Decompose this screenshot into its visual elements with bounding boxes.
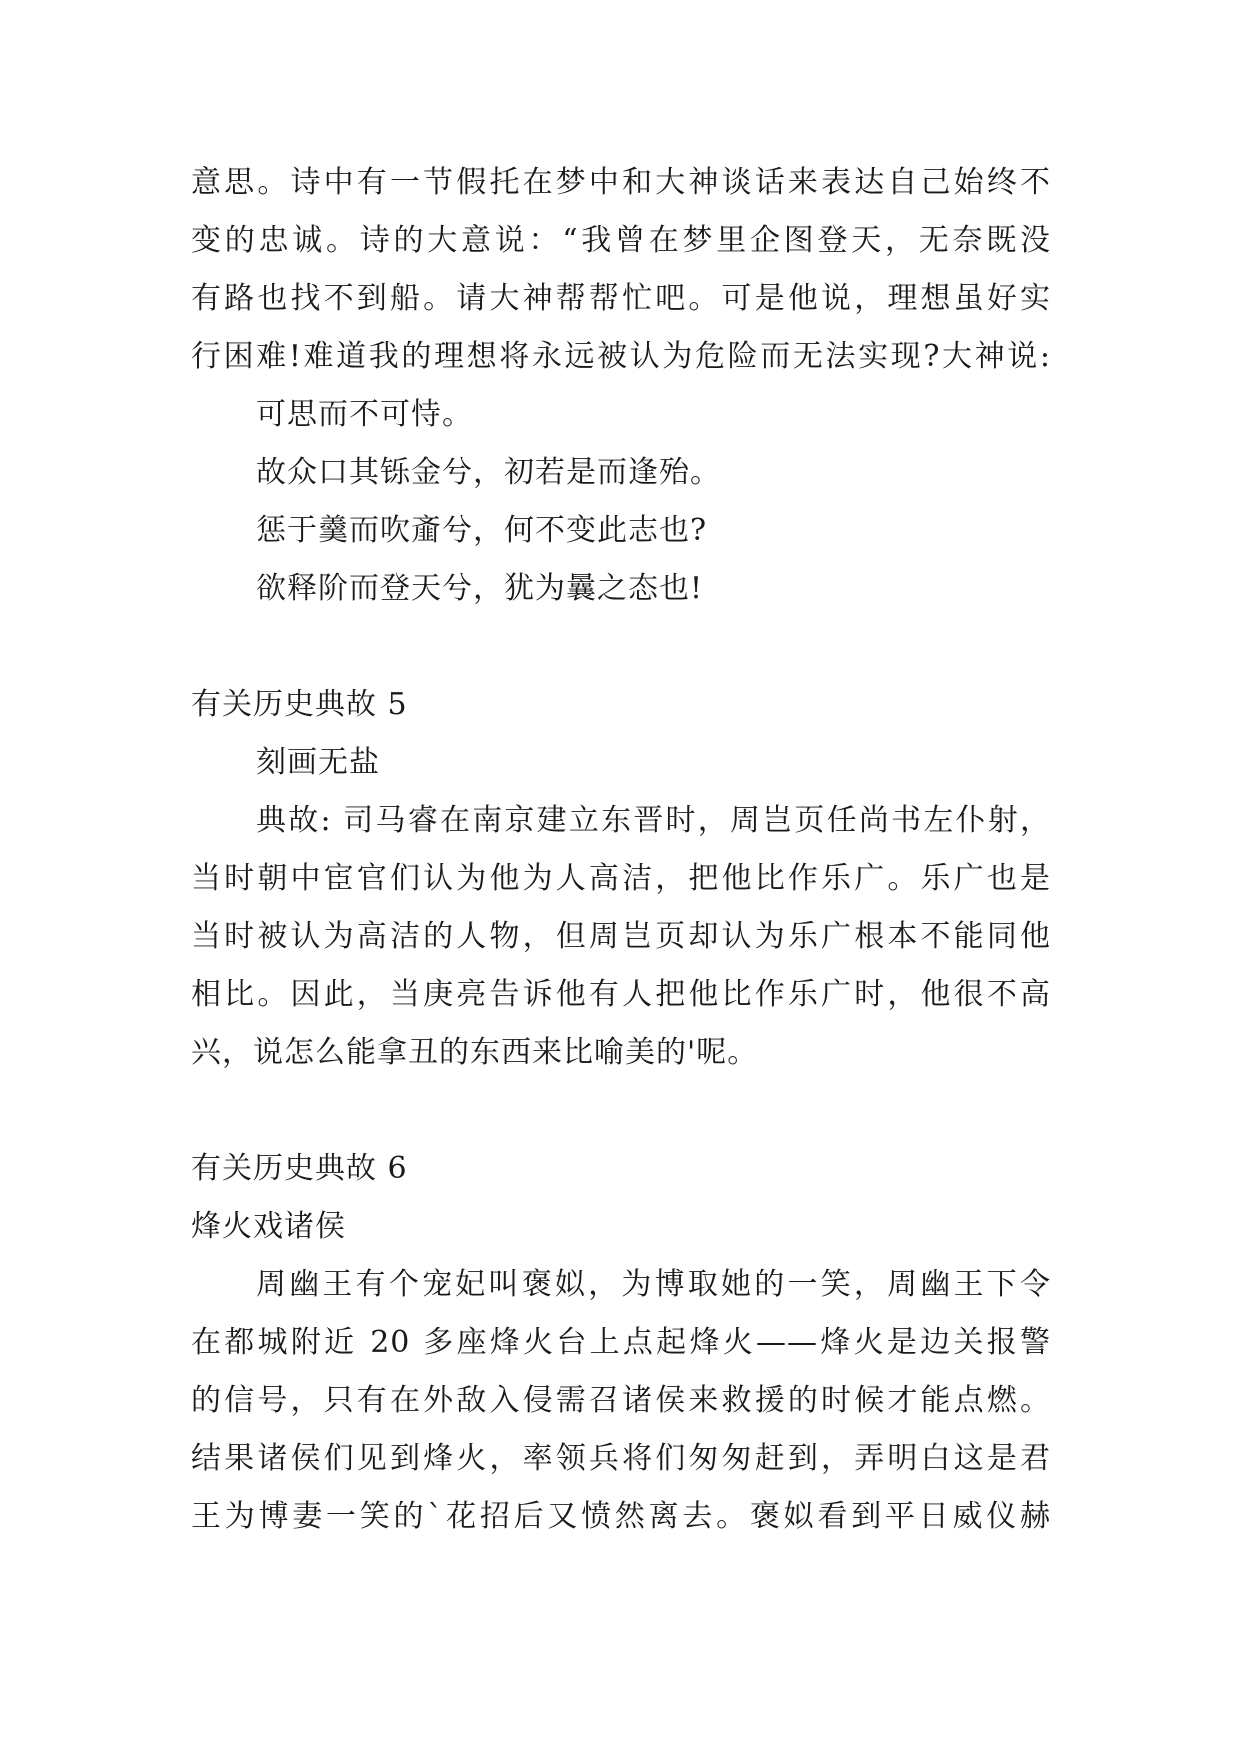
paragraph-line: 典故: 司马睿在南京建立东晋时，周岂页任尚书左仆射， — [256, 803, 1051, 838]
section-heading: 有关历史典故 6 — [191, 1151, 408, 1186]
paragraph-line: 的信号，只有在外敌入侵需召诸侯来救援的时候才能点燃。 — [191, 1383, 1051, 1418]
paragraph-line: 在都城附近 20 多座烽火台上点起烽火——烽火是边关报警 — [191, 1325, 1051, 1360]
verse-line: 欲释阶而登天兮，犹为曩之态也! — [256, 571, 704, 606]
verse-line: 惩于羹而吹齑兮，何不变此志也? — [256, 513, 708, 548]
paragraph-line: 相比。因此，当庚亮告诉他有人把他比作乐广时，他很不高 — [191, 977, 1051, 1012]
paragraph-line: 周幽王有个宠妃叫褒姒，为博取她的一笑，周幽王下令 — [256, 1267, 1051, 1302]
paragraph-line: 行困难!难道我的理想将永远被认为危险而无法实现?大神说: — [191, 339, 1051, 374]
paragraph-line: 变的忠诚。诗的大意说：“我曾在梦里企图登天，无奈既没 — [191, 223, 1051, 258]
paragraph-line: 意思。诗中有一节假托在梦中和大神谈话来表达自己始终不 — [191, 165, 1051, 200]
section-heading: 有关历史典故 5 — [191, 687, 408, 722]
verse-line: 故众口其铄金兮，初若是而逢殆。 — [256, 455, 721, 490]
story-title: 刻画无盐 — [256, 745, 380, 780]
paragraph-line: 兴，说怎么能拿丑的东西来比喻美的'呢。 — [191, 1035, 759, 1070]
story-title: 烽火戏诸侯 — [191, 1209, 346, 1244]
paragraph-line: 结果诸侯们见到烽火，率领兵将们匆匆赶到，弄明白这是君 — [191, 1441, 1051, 1476]
paragraph-line: 当时被认为高洁的人物，但周岂页却认为乐广根本不能同他 — [191, 919, 1051, 954]
paragraph-line: 当时朝中宦官们认为他为人高洁，把他比作乐广。乐广也是 — [191, 861, 1051, 896]
verse-line: 可思而不可恃。 — [256, 397, 473, 432]
paragraph-line: 有路也找不到船。请大神帮帮忙吧。可是他说，理想虽好实 — [191, 281, 1051, 316]
paragraph-line: 王为博妻一笑的`花招后又愤然离去。褒姒看到平日威仪赫 — [191, 1499, 1051, 1534]
